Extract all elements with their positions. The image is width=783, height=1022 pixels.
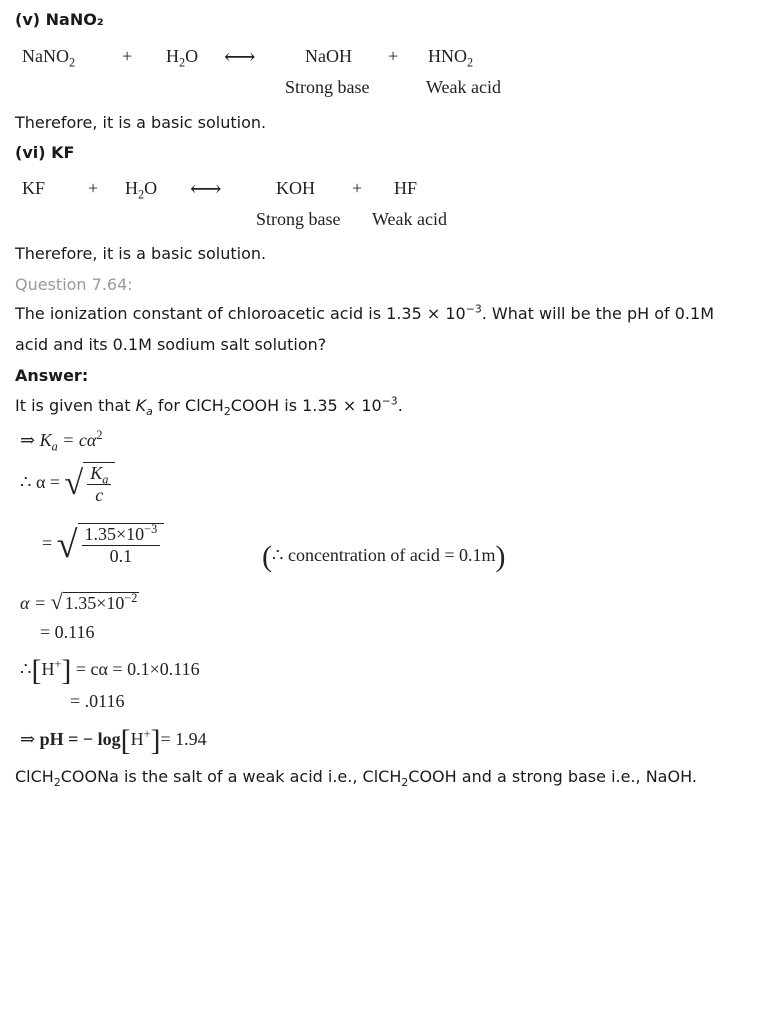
plus-sign: + xyxy=(388,46,399,66)
equilibrium-arrow-icon: ⟷ xyxy=(224,44,256,69)
equation-alpha-sqrt: ∴ α = √ $\frac{K_a}{c}$ xyxy=(20,462,115,506)
section-v-conclusion: Therefore, it is a basic solution. xyxy=(15,113,267,132)
plus-sign: + xyxy=(122,46,133,66)
question-title: Question 7.64: xyxy=(15,275,133,294)
question-text-line2: acid and its 0.1M sodium salt solution? xyxy=(15,335,327,354)
label-strong-base: Strong base xyxy=(285,77,370,97)
equilibrium-arrow-icon: ⟷ xyxy=(190,176,222,201)
question-text-line1: The ionization constant of chloroacetic acid is $1.35 \times 10^{-3}$. What will be the pH of 0.1M xyxy=(15,304,714,323)
square-root-icon: √ $\frac{K_a}{c}$ xyxy=(65,462,116,506)
reactant-kf: KF xyxy=(22,178,46,198)
equation-ph: ⇒ pH = − log[H+]= 1.94 xyxy=(20,724,207,757)
section-v-heading: (v) NaNO₂ xyxy=(15,10,104,29)
equation-alpha-result: = 0.116 xyxy=(40,622,95,642)
answer-given: It is given that $K_a$ for ClCH$_2$COOH is $1.35 \times 10^{-3}$. xyxy=(15,394,403,419)
product-hf: HF xyxy=(394,178,418,198)
concentration-note: (∴ concentration of acid = 0.1m) xyxy=(262,540,506,573)
equation-alpha-value-sqrt: = √ $\frac{1.35\times 10^{-3}}{0.1}$ xyxy=(42,523,164,567)
reactant-water: $H_2O$ xyxy=(125,178,158,202)
square-root-icon: √ xyxy=(50,589,63,614)
plus-sign: + xyxy=(88,178,99,198)
answer-title: Answer: xyxy=(15,366,89,385)
section-vi-heading: (vi) KF xyxy=(15,143,75,162)
reactant-water: $H_2O$ xyxy=(166,46,199,70)
square-root-icon: √ $\frac{1.35\times 10^{-3}}{0.1}$ xyxy=(57,523,165,567)
label-weak-acid: Weak acid xyxy=(426,77,502,97)
equation-h-result: = .0116 xyxy=(70,691,125,711)
reactant-nano2: NaNO$_2$ xyxy=(22,46,76,70)
section-vi-conclusion: Therefore, it is a basic solution. xyxy=(15,244,267,263)
product-hno2: $HNO_2$ xyxy=(428,46,474,70)
equation-h-concentration: ∴[H+] = cα = 0.1×0.116 xyxy=(20,654,200,687)
product-koh: KOH xyxy=(276,178,315,198)
answer-final-statement: ClCH$_2$COONa is the salt of a weak acid i.e., ClCH$_2$COOH and a strong base i.e., NaOH. xyxy=(15,767,697,790)
equation-alpha-root: α = √ $1.35\times 10^{-2}$ xyxy=(20,589,138,614)
label-weak-acid: Weak acid xyxy=(372,209,448,229)
equation-ka: ⇒ $K_a = c\alpha^2$ xyxy=(20,428,103,454)
label-strong-base: Strong base xyxy=(256,209,341,229)
product-naoh: NaOH xyxy=(305,46,352,66)
plus-sign: + xyxy=(352,178,363,198)
